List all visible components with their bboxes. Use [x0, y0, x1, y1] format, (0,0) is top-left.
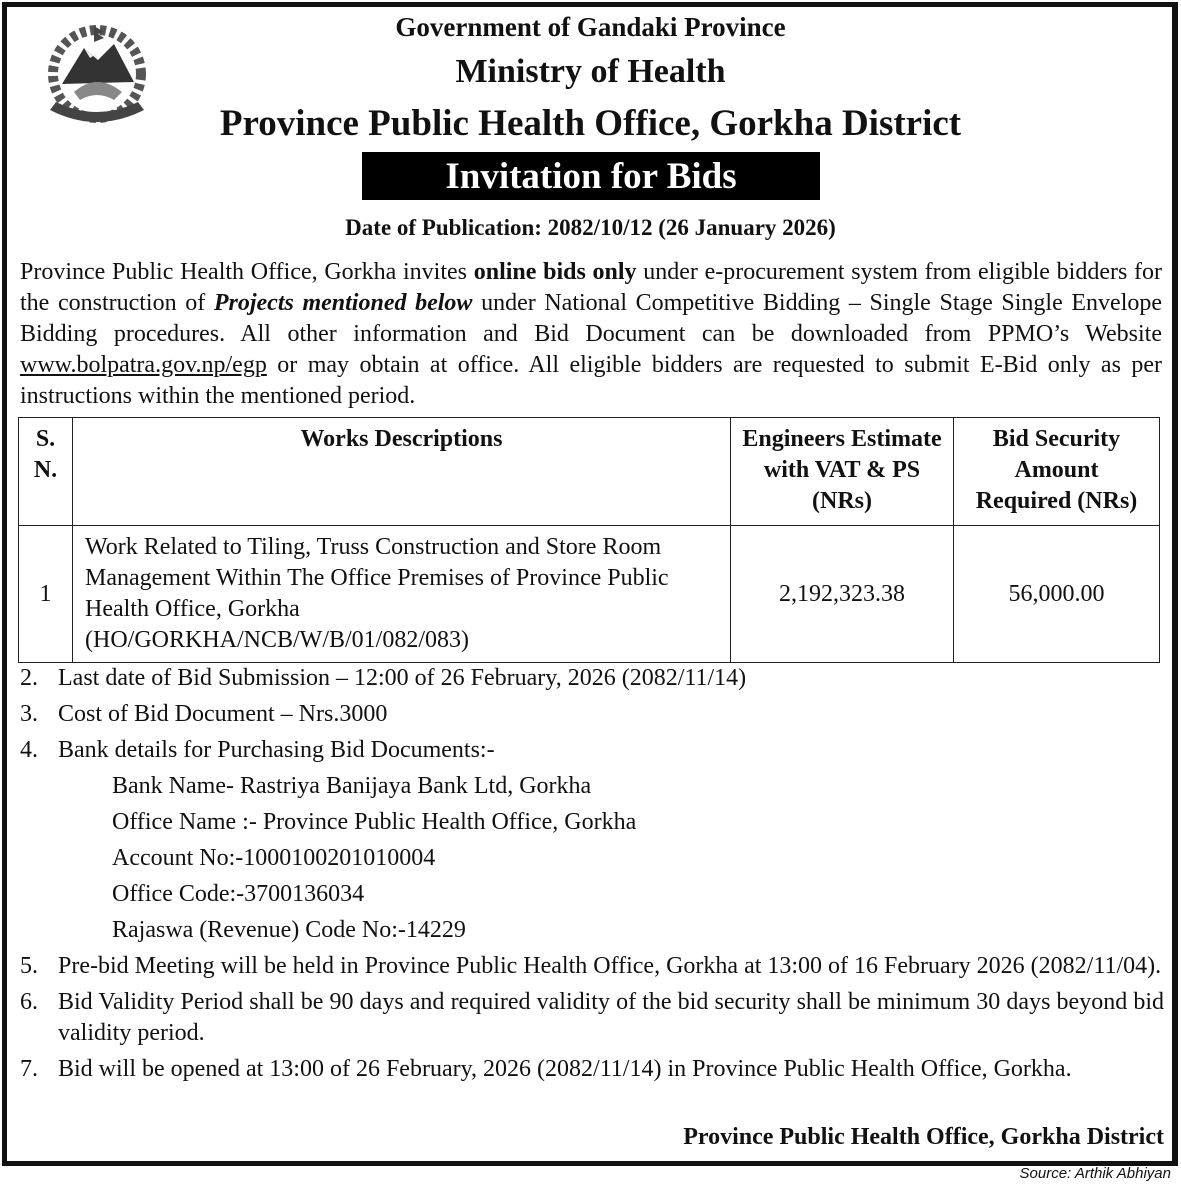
item-number: 5.	[20, 953, 38, 979]
header-sn: S. N.	[19, 418, 73, 526]
government-heading: Government of Gandaki Province	[395, 12, 786, 42]
intro-text: under National Competitive Bidding – Single Stage Single Envelope Bidding procedures. All other information and Bid Document can be downloaded from PPMO’s Website	[20, 290, 1163, 347]
list-item	[20, 951, 1164, 982]
cell-estimate: 2,192,323.38	[731, 526, 954, 663]
ministry-heading: Ministry of Health	[455, 53, 726, 90]
publication-date: Date of Publication: 2082/10/12 (26 January 2026)	[345, 215, 836, 240]
item-number: 6.	[20, 989, 38, 1015]
office-heading: Province Public Health Office, Gorkha District	[219, 103, 962, 144]
account-number: Account No:-1000100201010004	[112, 845, 436, 871]
item-text: Bank details for Purchasing Bid Documents:-	[58, 737, 495, 763]
revenue-code: Rajaswa (Revenue) Code No:-14229	[112, 917, 466, 943]
header-security: Bid Security Amount Required (NRs)	[954, 418, 1160, 526]
ppmo-website-link[interactable]: www.bolpatra.gov.np/egp	[20, 352, 267, 378]
intro-text: or may obtain at office. All eligible bidders are requested to submit E-Bid only as per instructions within the mentioned period.	[20, 352, 1162, 409]
item-number: 2.	[20, 665, 38, 691]
works-table	[18, 417, 1160, 663]
item-text: Pre-bid Meeting will be held in Province Public Health Office, Gorkha at 13:00 of 16 February 2026 (2082/11/04).	[58, 953, 1162, 979]
intro-text: Province Public Health Office, Gorkha invites	[20, 259, 474, 285]
signature-office: Province Public Health Office, Gorkha District	[683, 1124, 1164, 1150]
office-name: Office Name :- Province Public Health Office, Gorkha	[112, 809, 637, 835]
list-item	[20, 1054, 1164, 1085]
cell-description	[73, 526, 731, 663]
cell-security: 56,000.00	[954, 526, 1160, 663]
intro-emphasis: Projects mentioned below	[213, 290, 473, 316]
item-number: 7.	[20, 1056, 38, 1082]
work-code: (HO/GORKHA/NCB/W/B/01/082/083)	[85, 627, 469, 653]
conditions-list	[20, 663, 1164, 1090]
table-row	[19, 526, 1160, 663]
header-estimate: Engineers Estimate with VAT & PS (NRs)	[731, 418, 954, 526]
item-text: Bid will be opened at 13:00 of 26 February, 2026 (2082/11/14) in Province Public Health Office, Gorkha.	[58, 1056, 1072, 1082]
list-item	[20, 735, 1164, 766]
intro-emphasis: online bids only	[473, 259, 637, 285]
item-text: Bid Validity Period shall be 90 days and required validity of the bid security shall be minimum 30 days beyond bid validity period.	[58, 989, 1164, 1046]
list-item	[20, 663, 1164, 694]
item-number: 4.	[20, 737, 38, 763]
item-text: Cost of Bid Document – Nrs.3000	[58, 701, 388, 727]
notice-title: Invitation for Bids	[362, 152, 820, 200]
table-header-row	[19, 418, 1160, 526]
office-code: Office Code:-3700136034	[112, 881, 365, 907]
intro-text: under e-procurement system from eligible bidders for the construction of	[20, 259, 1163, 316]
item-text: Last date of Bid Submission – 12:00 of 26 February, 2026 (2082/11/14)	[58, 665, 747, 691]
list-item	[20, 987, 1164, 1049]
work-description: Work Related to Tiling, Truss Construction and Store Room Management Within The Office Premises of Province Public Health Office, Gorkha	[85, 534, 669, 622]
bank-name: Bank Name- Rastriya Banijaya Bank Ltd, Gorkha	[112, 773, 592, 799]
item-number: 3.	[20, 701, 38, 727]
header-description: Works Descriptions	[73, 418, 731, 526]
cell-sn: 1	[19, 526, 73, 663]
intro-paragraph	[20, 257, 1162, 412]
list-item	[20, 699, 1164, 730]
source-credit: Source: Arthik Abhiyan	[1019, 1165, 1171, 1182]
